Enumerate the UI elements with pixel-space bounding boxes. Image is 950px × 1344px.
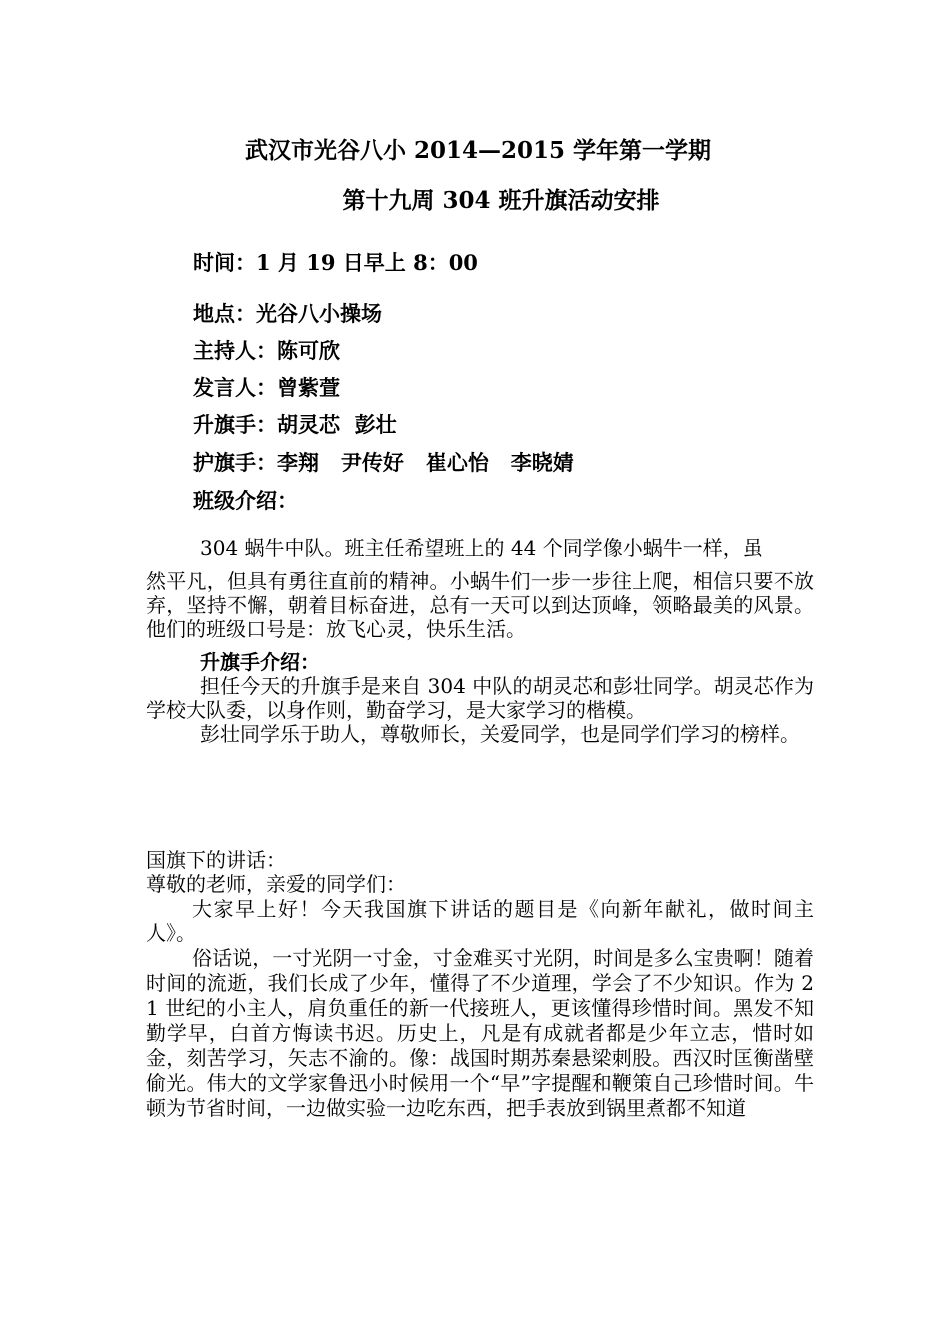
flag-intro-paragraph-1: 担任今天的升旗手是来自 304 中队的胡灵芯和彭壮同学。胡灵芯作为学校大队委，以身作则，勤奋学习，是大家学习的楷模。 — [146, 674, 814, 722]
flag-guards: 护旗手：李翔 尹传好 崔心怡 李晓婧 — [193, 450, 574, 475]
class-intro-label: 班级介绍： — [193, 488, 298, 513]
document-subtitle: 第十九周 304 班升旗活动安排 — [342, 187, 660, 214]
document-title: 武汉市光谷八小 2014—2015 学年第一学期 — [244, 137, 712, 164]
event-host: 主持人：陈可欣 — [193, 338, 340, 363]
class-intro-rest: 然平凡，但具有勇往直前的精神。小蜗牛们一步一步往上爬，相信只要不放弃，坚持不懈，朝着目标奋进，总有一天可以到达顶峰，领略最美的风景。他们的班级口号是：放飞心灵，快乐生活。 — [146, 569, 814, 641]
flag-raisers: 升旗手：胡灵芯 彭壮 — [193, 412, 397, 437]
class-intro-first-line: 304 蜗牛中队。班主任希望班上的 44 个同学像小蜗牛一样，虽 — [200, 536, 763, 560]
event-speaker: 发言人：曾紫萱 — [193, 375, 340, 400]
flag-intro-label: 升旗手介绍： — [200, 650, 320, 674]
speech-paragraph-2: 俗话说，一寸光阴一寸金，寸金难买寸光阴，时间是多么宝贵啊！随着时间的流逝，我们长成了少年，懂得了不少道理，学会了不少知识。作为 21 世纪的小主人，肩负重任的新一代接班人，更该懂得珍惜时间。黑发不知勤学早，白首方悔读书迟。历史上，凡是有成就者都是少年立志，惜时如金，刻苦学习，矢志不渝的。像：战国时期苏秦悬梁刺股。西汉时匡衡凿壁偷光。伟大的文学家鲁迅小时候用一个“早”字提醒和鞭策自己珍惜时间。牛顿为节省时间，一边做实验一边吃东西，把手表放到锅里煮都不知道 — [146, 946, 814, 1120]
event-place: 地点：光谷八小操场 — [193, 301, 382, 326]
speech-paragraph-1: 大家早上好！今天我国旗下讲话的题目是《向新年献礼，做时间主人》。 — [146, 897, 814, 945]
event-time: 时间：1 月 19 日早上 8：00 — [193, 250, 478, 275]
speech-heading: 国旗下的讲话： — [146, 848, 286, 872]
speech-greeting: 尊敬的老师，亲爱的同学们： — [146, 872, 406, 896]
flag-intro-paragraph-2: 彭壮同学乐于助人，尊敬师长，关爱同学，也是同学们学习的榜样。 — [200, 722, 800, 746]
class-intro-paragraph — [146, 536, 814, 641]
